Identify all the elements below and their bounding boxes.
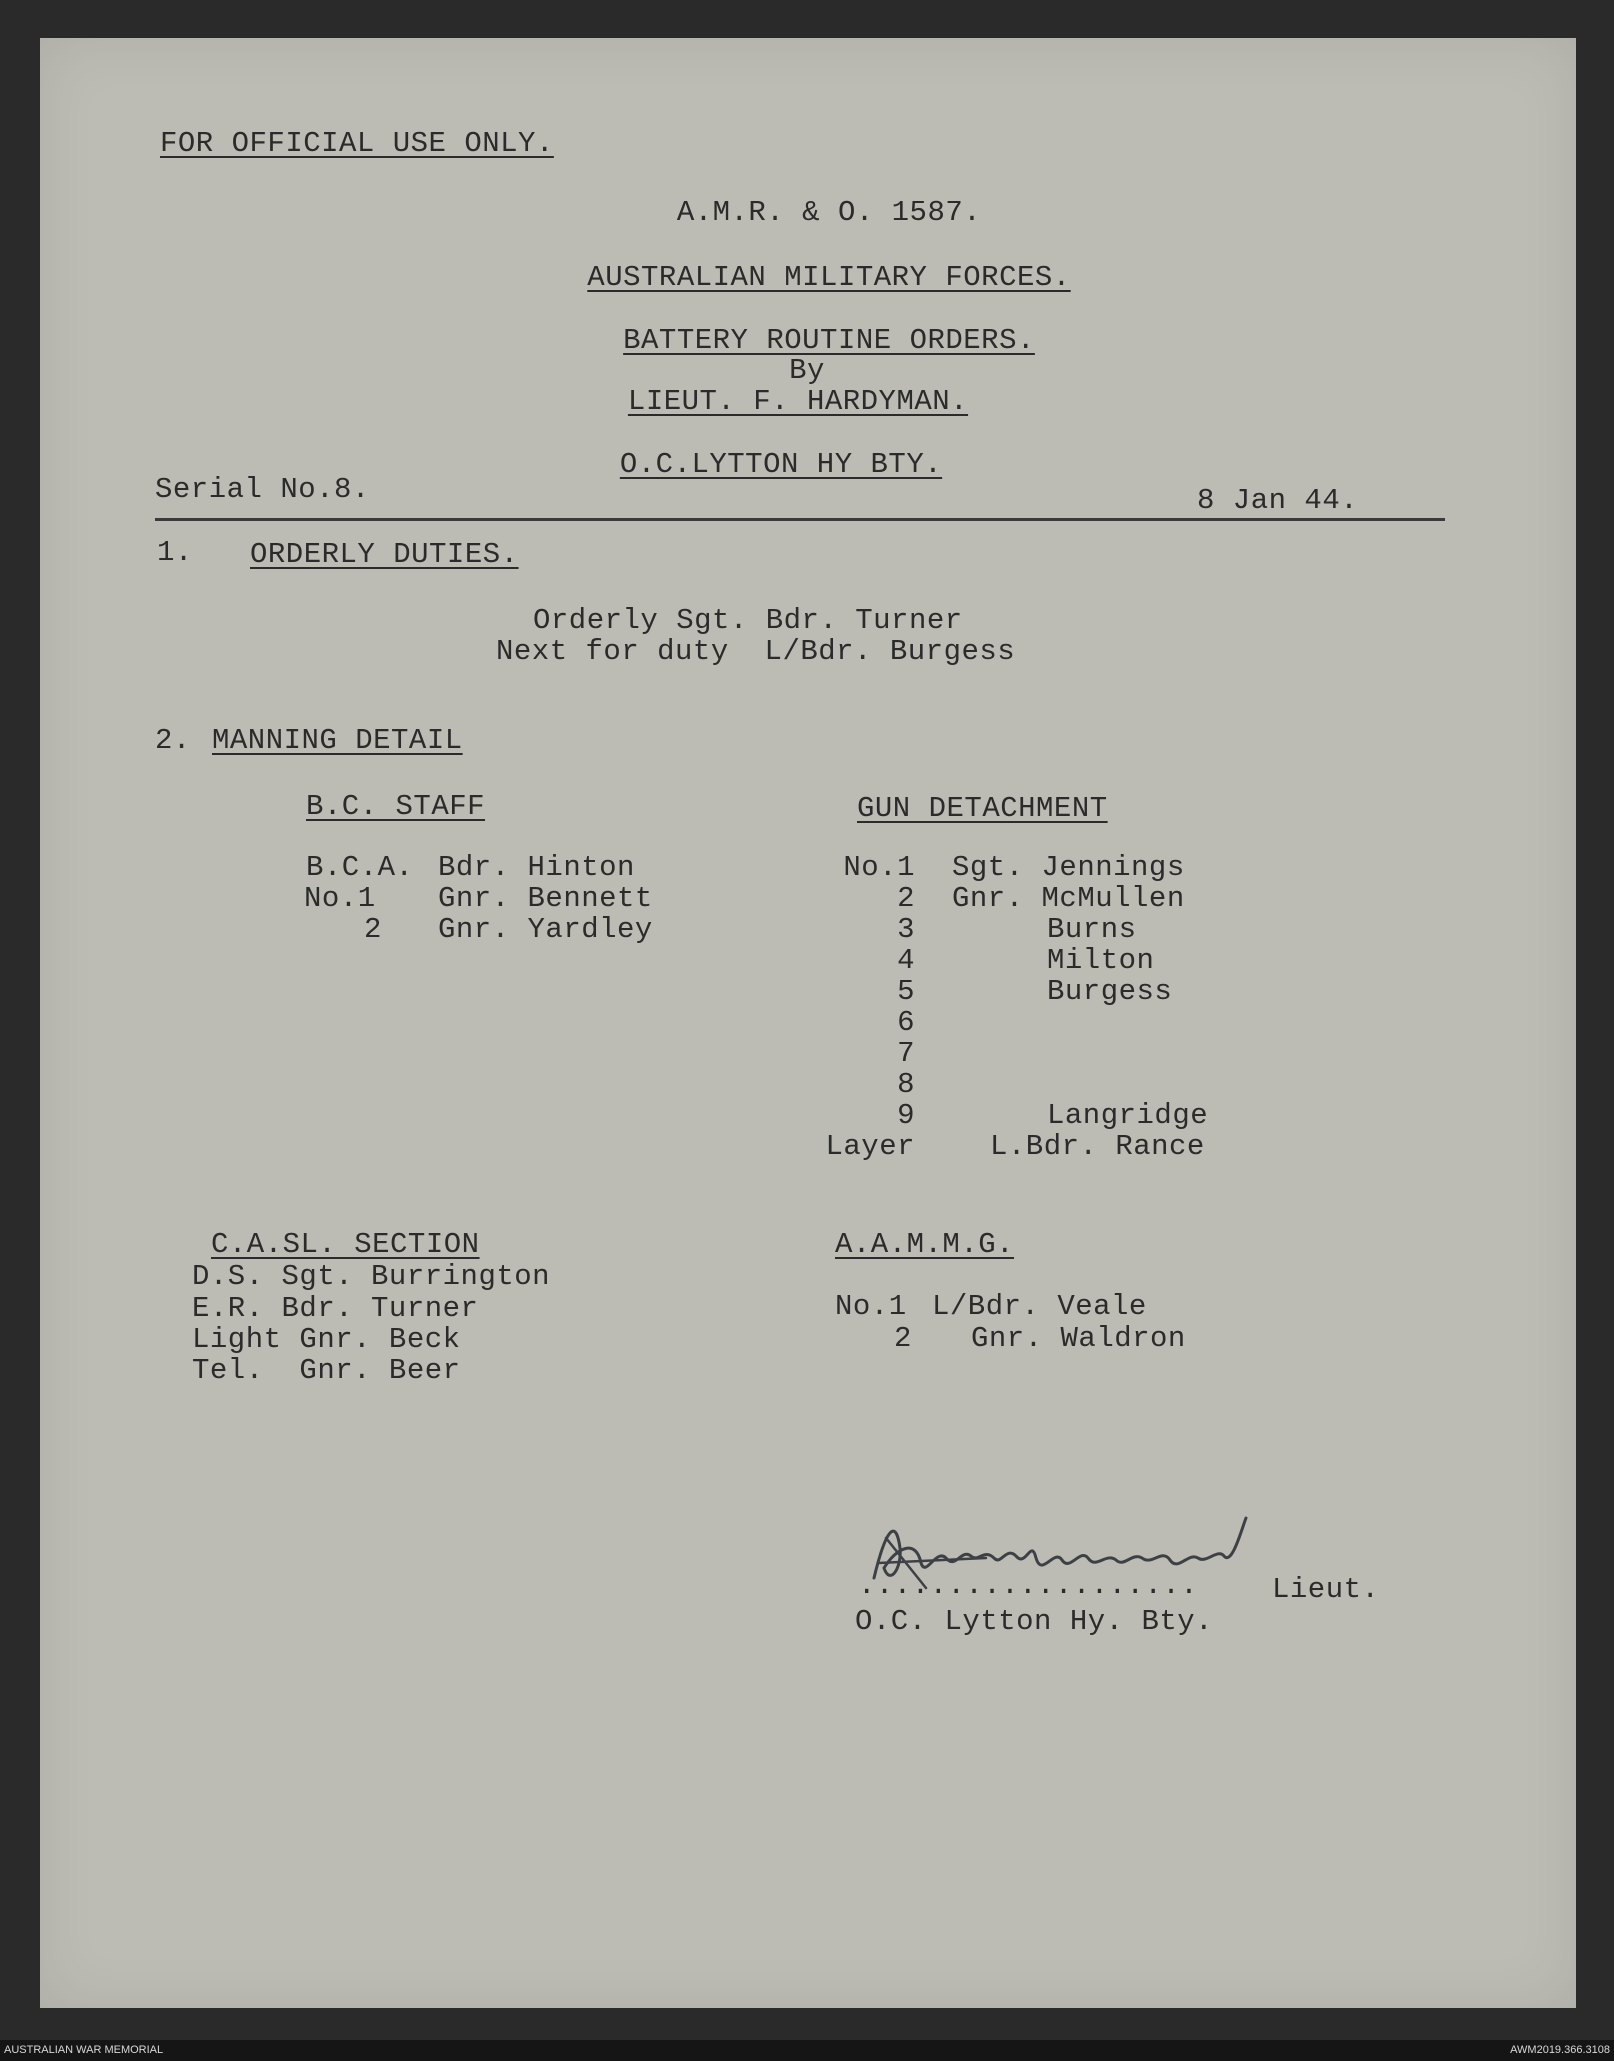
signature-rank: Lieut.	[1272, 1573, 1380, 1606]
gun-pos: 7	[897, 1037, 915, 1070]
casl-row: Light Gnr. Beck	[192, 1323, 461, 1356]
gun-name: Burgess	[1047, 975, 1173, 1008]
gun-pos: 4	[897, 944, 915, 977]
casl-row: E.R. Bdr. Turner	[192, 1292, 479, 1325]
footer-archive-name: AUSTRALIAN WAR MEMORIAL	[4, 2044, 164, 2056]
gun-pos: 8	[897, 1068, 915, 1101]
aammg-pos: No.1	[835, 1290, 907, 1323]
gun-pos: No.1	[843, 851, 915, 884]
unit-name: O.C.LYTTON HY BTY.	[619, 448, 943, 481]
bc-staff-pos: B.C.A.	[306, 851, 414, 884]
gun-name: Gnr. McMullen	[952, 882, 1185, 915]
gun-pos: 5	[897, 975, 915, 1008]
signature-appointment: O.C. Lytton Hy. Bty.	[855, 1605, 1214, 1638]
aammg-name: Gnr. Waldron	[971, 1322, 1186, 1355]
bc-staff-pos: No.1	[304, 882, 376, 915]
by-text: By	[789, 354, 825, 387]
organisation-title: AUSTRALIAN MILITARY FORCES.	[587, 261, 1071, 294]
gun-pos: 6	[897, 1006, 915, 1039]
order-date: 8 Jan 44.	[1197, 484, 1359, 517]
gun-pos: 9	[897, 1099, 915, 1132]
aammg-heading: A.A.M.M.G.	[835, 1228, 1015, 1261]
casl-heading: C.A.SL. SECTION	[211, 1228, 480, 1261]
casl-row: Tel. Gnr. Beer	[192, 1354, 461, 1387]
next-for-duty-line: Next for duty L/Bdr. Burgess	[496, 635, 1016, 668]
gun-name: L.Bdr. Rance	[990, 1130, 1205, 1163]
archive-footer	[0, 2040, 1614, 2061]
gun-pos: 3	[897, 913, 915, 946]
section1-heading: ORDERLY DUTIES.	[250, 538, 519, 571]
gun-name: Burns	[1047, 913, 1137, 946]
footer-item-id: AWM2019.366.3108	[1510, 2044, 1610, 2056]
gun-name: Langridge	[1047, 1099, 1209, 1132]
classification-text: FOR OFFICIAL USE ONLY.	[160, 127, 554, 160]
bc-staff-name: Gnr. Yardley	[438, 913, 653, 946]
gun-pos: Layer	[825, 1130, 915, 1163]
bc-staff-pos: 2	[364, 913, 382, 946]
orderly-sgt-line: Orderly Sgt. Bdr. Turner	[533, 604, 963, 637]
section2-number: 2.	[155, 724, 191, 757]
officer-name: LIEUT. F. HARDYMAN.	[627, 385, 969, 418]
section2-heading: MANNING DETAIL	[212, 724, 463, 757]
gun-name: Sgt. Jennings	[952, 851, 1185, 884]
casl-row: D.S. Sgt. Burrington	[192, 1260, 551, 1293]
gun-name: Milton	[1047, 944, 1155, 977]
reference-number: A.M.R. & O. 1587.	[676, 196, 982, 229]
bc-staff-heading: B.C. STAFF	[306, 790, 486, 823]
gun-pos: 2	[897, 882, 915, 915]
gun-detachment-heading: GUN DETACHMENT	[857, 792, 1108, 825]
aammg-pos: 2	[894, 1322, 912, 1355]
bc-staff-name: Gnr. Bennett	[438, 882, 653, 915]
document-title: BATTERY ROUTINE ORDERS.	[623, 324, 1035, 357]
serial-number: Serial No.8.	[155, 473, 370, 506]
aammg-name: L/Bdr. Veale	[932, 1290, 1147, 1323]
signature-dots: ...................	[858, 1569, 1199, 1602]
section1-number: 1.	[157, 536, 193, 569]
bc-staff-name: Bdr. Hinton	[438, 851, 635, 884]
header-rule	[155, 518, 1445, 521]
